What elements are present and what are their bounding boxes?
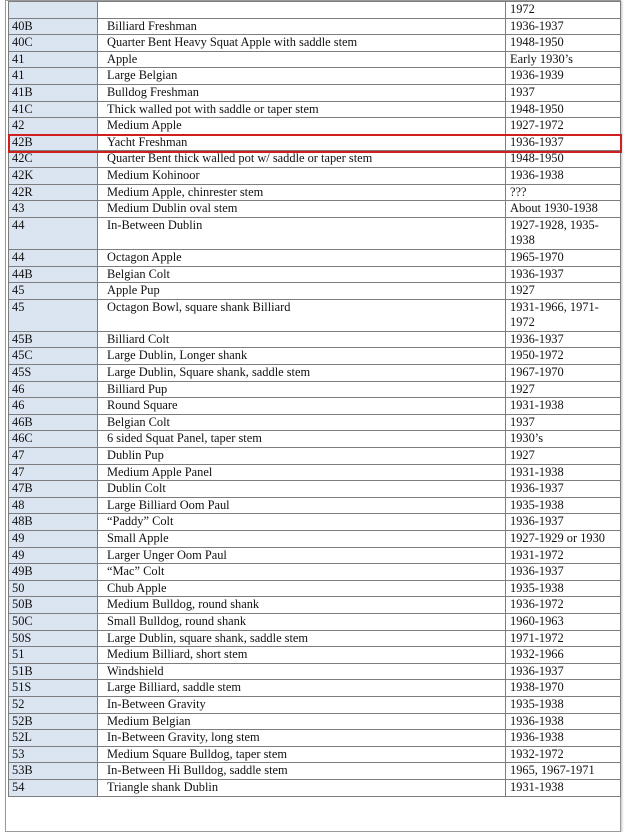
years-cell: 1936-1937 xyxy=(506,266,621,283)
table-row xyxy=(9,497,621,514)
years-cell: 1948-1950 xyxy=(506,101,621,118)
table-row xyxy=(9,101,621,118)
years-cell: 1935-1938 xyxy=(506,580,621,597)
description-cell: Round Square xyxy=(98,398,506,415)
years-cell: 1932-1972 xyxy=(506,746,621,763)
years-cell: 1931-1938 xyxy=(506,398,621,415)
description-cell: Medium Kohinoor xyxy=(98,167,506,184)
model-number-cell: 46 xyxy=(9,398,98,415)
table-row xyxy=(9,663,621,680)
description-cell: Medium Apple xyxy=(98,118,506,135)
model-number-cell: 44B xyxy=(9,266,98,283)
years-cell: 1936-1937 xyxy=(506,564,621,581)
model-number-cell: 49 xyxy=(9,547,98,564)
description-cell: In-Between Hi Bulldog, saddle stem xyxy=(98,763,506,780)
description-cell: In-Between Gravity, long stem xyxy=(98,730,506,747)
description-cell: Quarter Bent thick walled pot w/ saddle or taper stem xyxy=(98,151,506,168)
years-cell: 1948-1950 xyxy=(506,35,621,52)
table-row xyxy=(9,51,621,68)
model-number-cell: 49B xyxy=(9,564,98,581)
table-row xyxy=(9,283,621,300)
years-cell: 1931-1966, 1971-1972 xyxy=(506,299,621,331)
description-cell: Medium Square Bulldog, taper stem xyxy=(98,746,506,763)
years-cell: Early 1930’s xyxy=(506,51,621,68)
model-number-cell: 40C xyxy=(9,35,98,52)
description-cell: Bulldog Freshman xyxy=(98,84,506,101)
model-number-cell: 50C xyxy=(9,613,98,630)
model-number-cell: 41 xyxy=(9,68,98,85)
table-row xyxy=(9,398,621,415)
model-number-cell: 45 xyxy=(9,299,98,331)
model-number-cell: 46B xyxy=(9,414,98,431)
description-cell: Billiard Colt xyxy=(98,331,506,348)
model-number-cell: 51B xyxy=(9,663,98,680)
description-cell: Large Dublin, Longer shank xyxy=(98,348,506,365)
table-row xyxy=(9,151,621,168)
model-number-cell: 52B xyxy=(9,713,98,730)
years-cell: 1931-1972 xyxy=(506,547,621,564)
model-number-cell xyxy=(9,2,98,19)
description-cell: Medium Billiard, short stem xyxy=(98,647,506,664)
table-row xyxy=(9,680,621,697)
table-row xyxy=(9,531,621,548)
description-cell: Chub Apple xyxy=(98,580,506,597)
model-number-cell: 48B xyxy=(9,514,98,531)
years-cell: 1927 xyxy=(506,381,621,398)
description-cell: Large Billiard, saddle stem xyxy=(98,680,506,697)
model-number-cell: 42 xyxy=(9,118,98,135)
model-number-cell: 51 xyxy=(9,647,98,664)
description-cell: Large Dublin, square shank, saddle stem xyxy=(98,630,506,647)
table-row xyxy=(9,613,621,630)
table-row xyxy=(9,266,621,283)
table-row xyxy=(9,580,621,597)
table-row xyxy=(9,201,621,218)
years-cell: 1927 xyxy=(506,283,621,300)
years-cell: 1932-1966 xyxy=(506,647,621,664)
description-cell: Medium Apple, chinrester stem xyxy=(98,184,506,201)
table-row xyxy=(9,68,621,85)
table-row xyxy=(9,746,621,763)
years-cell: 1931-1938 xyxy=(506,464,621,481)
description-cell: Medium Apple Panel xyxy=(98,464,506,481)
model-number-cell: 43 xyxy=(9,201,98,218)
table-row xyxy=(9,134,621,151)
table-row xyxy=(9,365,621,382)
description-cell: Medium Bulldog, round shank xyxy=(98,597,506,614)
model-number-cell: 42B xyxy=(9,134,98,151)
model-number-cell: 45C xyxy=(9,348,98,365)
table-row xyxy=(9,217,621,249)
years-cell: 1960-1963 xyxy=(506,613,621,630)
years-cell: 1935-1938 xyxy=(506,497,621,514)
description-cell: In-Between Gravity xyxy=(98,696,506,713)
model-number-cell: 50 xyxy=(9,580,98,597)
description-cell: Large Billiard Oom Paul xyxy=(98,497,506,514)
years-cell: 1971-1972 xyxy=(506,630,621,647)
table-row xyxy=(9,630,621,647)
years-cell: 1936-1937 xyxy=(506,663,621,680)
description-cell: Octagon Apple xyxy=(98,249,506,266)
description-cell: Yacht Freshman xyxy=(98,134,506,151)
years-cell: 1936-1939 xyxy=(506,68,621,85)
table-row xyxy=(9,763,621,780)
years-cell: ??? xyxy=(506,184,621,201)
description-cell: Belgian Colt xyxy=(98,266,506,283)
table-row xyxy=(9,597,621,614)
model-number-cell: 46 xyxy=(9,381,98,398)
model-number-cell: 49 xyxy=(9,531,98,548)
table-row xyxy=(9,696,621,713)
description-cell: Octagon Bowl, square shank Billiard xyxy=(98,299,506,331)
table-row xyxy=(9,514,621,531)
years-cell: 1965-1970 xyxy=(506,249,621,266)
years-cell: 1936-1938 xyxy=(506,713,621,730)
years-cell: 1937 xyxy=(506,414,621,431)
model-number-cell: 45B xyxy=(9,331,98,348)
years-cell: 1937 xyxy=(506,84,621,101)
table-row xyxy=(9,481,621,498)
description-cell: Billiard Freshman xyxy=(98,18,506,35)
model-number-cell: 47 xyxy=(9,448,98,465)
model-number-cell: 48 xyxy=(9,497,98,514)
model-number-cell: 50B xyxy=(9,597,98,614)
description-cell: Dublin Pup xyxy=(98,448,506,465)
description-cell: Small Bulldog, round shank xyxy=(98,613,506,630)
years-cell: 1936-1937 xyxy=(506,331,621,348)
table-row xyxy=(9,431,621,448)
model-number-cell: 47B xyxy=(9,481,98,498)
model-number-cell: 45 xyxy=(9,283,98,300)
model-number-cell: 50S xyxy=(9,630,98,647)
description-cell: Large Belgian xyxy=(98,68,506,85)
table-row xyxy=(9,713,621,730)
model-number-cell: 40B xyxy=(9,18,98,35)
model-number-cell: 44 xyxy=(9,217,98,249)
table-row xyxy=(9,647,621,664)
table-row xyxy=(9,118,621,135)
years-cell: 1930’s xyxy=(506,431,621,448)
years-cell: 1936-1938 xyxy=(506,167,621,184)
years-cell: 1965, 1967-1971 xyxy=(506,763,621,780)
years-cell: 1927 xyxy=(506,448,621,465)
model-number-cell: 41 xyxy=(9,51,98,68)
model-number-cell: 42R xyxy=(9,184,98,201)
years-cell: 1967-1970 xyxy=(506,365,621,382)
years-cell: 1936-1937 xyxy=(506,481,621,498)
description-cell: Billiard Pup xyxy=(98,381,506,398)
model-number-cell: 46C xyxy=(9,431,98,448)
description-cell: Dublin Colt xyxy=(98,481,506,498)
years-cell: 1972 xyxy=(506,2,621,19)
table-body xyxy=(9,2,621,797)
model-number-cell: 41C xyxy=(9,101,98,118)
years-cell: 1936-1937 xyxy=(506,514,621,531)
description-cell: “Mac” Colt xyxy=(98,564,506,581)
years-cell: About 1930-1938 xyxy=(506,201,621,218)
table-row xyxy=(9,448,621,465)
years-cell: 1931-1938 xyxy=(506,779,621,796)
description-cell: 6 sided Squat Panel, taper stem xyxy=(98,431,506,448)
description-cell: Windshield xyxy=(98,663,506,680)
years-cell: 1936-1937 xyxy=(506,134,621,151)
model-number-cell: 52L xyxy=(9,730,98,747)
table-row xyxy=(9,18,621,35)
description-cell xyxy=(98,2,506,19)
model-number-cell: 53B xyxy=(9,763,98,780)
model-number-cell: 41B xyxy=(9,84,98,101)
description-cell: Apple xyxy=(98,51,506,68)
pipe-model-table xyxy=(8,1,621,797)
description-cell: Apple Pup xyxy=(98,283,506,300)
table-row xyxy=(9,464,621,481)
table-row xyxy=(9,2,621,19)
model-number-cell: 45S xyxy=(9,365,98,382)
table-row xyxy=(9,249,621,266)
description-cell: Larger Unger Oom Paul xyxy=(98,547,506,564)
description-cell: Medium Dublin oval stem xyxy=(98,201,506,218)
table-row xyxy=(9,184,621,201)
table-row xyxy=(9,564,621,581)
table-row xyxy=(9,414,621,431)
years-cell: 1938-1970 xyxy=(506,680,621,697)
years-cell: 1927-1972 xyxy=(506,118,621,135)
years-cell: 1936-1938 xyxy=(506,730,621,747)
description-cell: Belgian Colt xyxy=(98,414,506,431)
model-number-cell: 52 xyxy=(9,696,98,713)
years-cell: 1927-1929 or 1930 xyxy=(506,531,621,548)
document-page xyxy=(5,0,621,832)
table-row xyxy=(9,381,621,398)
description-cell: Triangle shank Dublin xyxy=(98,779,506,796)
table-row xyxy=(9,348,621,365)
years-cell: 1936-1972 xyxy=(506,597,621,614)
description-cell: Large Dublin, Square shank, saddle stem xyxy=(98,365,506,382)
model-number-cell: 42K xyxy=(9,167,98,184)
table-row xyxy=(9,35,621,52)
years-cell: 1948-1950 xyxy=(506,151,621,168)
model-number-cell: 54 xyxy=(9,779,98,796)
description-cell: In-Between Dublin xyxy=(98,217,506,249)
table-row xyxy=(9,730,621,747)
model-number-cell: 53 xyxy=(9,746,98,763)
model-number-cell: 47 xyxy=(9,464,98,481)
description-cell: Small Apple xyxy=(98,531,506,548)
description-cell: Quarter Bent Heavy Squat Apple with saddle stem xyxy=(98,35,506,52)
description-cell: Medium Belgian xyxy=(98,713,506,730)
description-cell: “Paddy” Colt xyxy=(98,514,506,531)
model-number-cell: 42C xyxy=(9,151,98,168)
table-row xyxy=(9,167,621,184)
table-row xyxy=(9,84,621,101)
model-number-cell: 44 xyxy=(9,249,98,266)
model-number-cell: 51S xyxy=(9,680,98,697)
years-cell: 1936-1937 xyxy=(506,18,621,35)
years-cell: 1935-1938 xyxy=(506,696,621,713)
table-row xyxy=(9,779,621,796)
years-cell: 1950-1972 xyxy=(506,348,621,365)
table-row xyxy=(9,331,621,348)
table-row xyxy=(9,299,621,331)
years-cell: 1927-1928, 1935-1938 xyxy=(506,217,621,249)
table-row xyxy=(9,547,621,564)
description-cell: Thick walled pot with saddle or taper stem xyxy=(98,101,506,118)
